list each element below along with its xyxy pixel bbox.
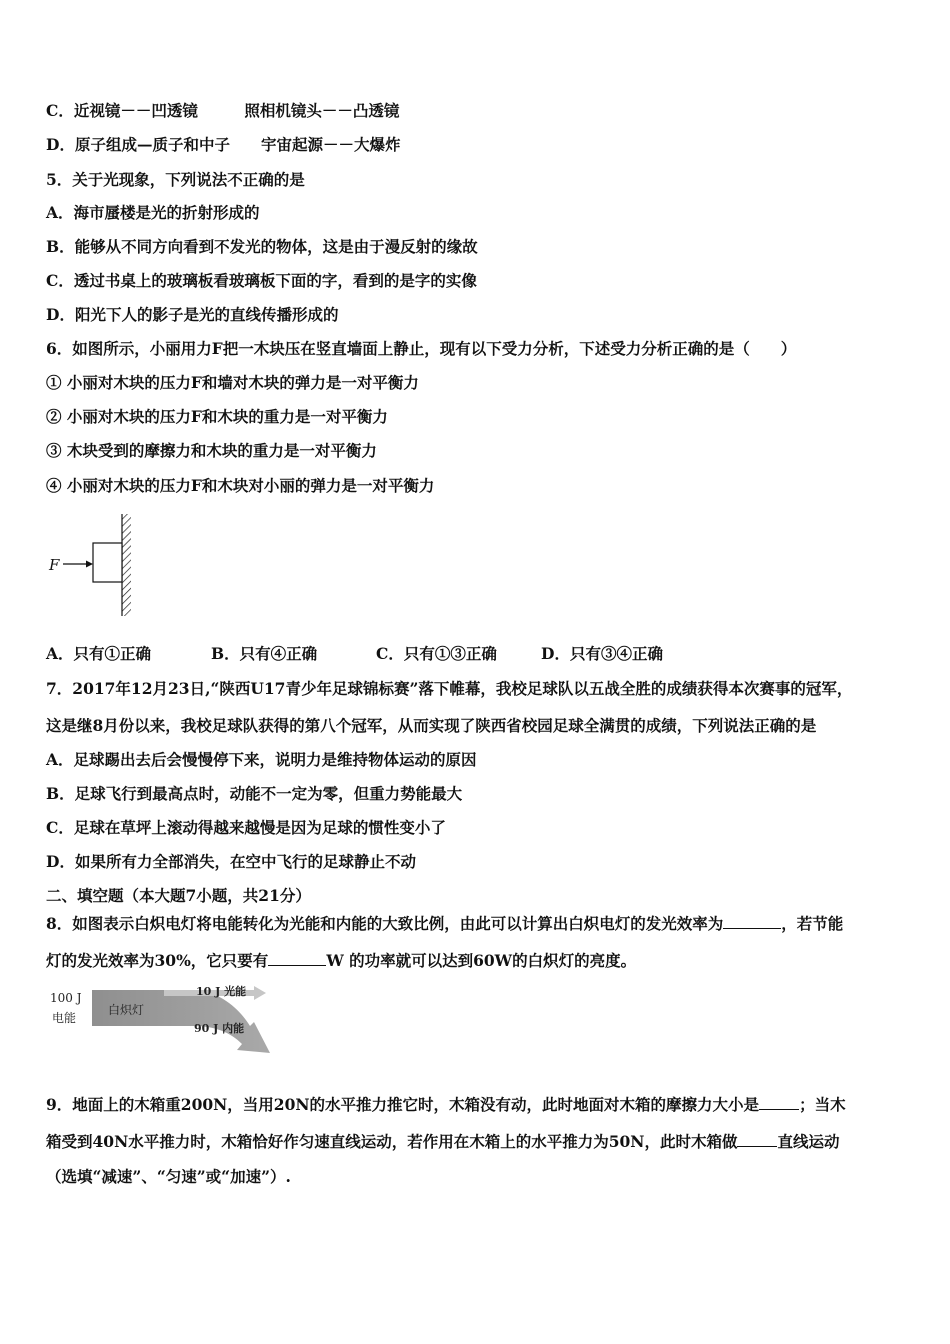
q8-line-2 [46,949,636,971]
q6-options [46,644,663,664]
q6-option-b: B．只有④正确 [211,644,318,663]
q8-blank-1 [723,912,781,929]
fig-lamp-label: 白炽灯 [108,1003,145,1017]
q5-option-d: D．阳光下人的影子是光的直线传播形成的 [46,305,339,324]
q9-line-3: （选填“减速”、“匀速”或“加速”）. [46,1167,291,1186]
q4-option-d: D．原子组成—质子和中子 宇宙起源－－大爆炸 [46,135,401,154]
q8-text-1: 8．如图表示白炽电灯将电能转化为光能和内能的大致比例，由此可以计算出白炽电灯的发光效率为 [46,914,724,933]
q5-option-a: A．海市蜃楼是光的折射形成的 [46,203,260,222]
q8-text-4: W 的功率就可以达到60W的白炽灯的亮度。 [326,951,637,970]
q6-stem: 6．如图所示，小丽用力F把一木块压在竖直墙面上静止，现有以下受力分析，下述受力分析正确的是（ ） [46,339,797,358]
q9-blank-2 [737,1130,777,1147]
wall [122,514,131,616]
q7-option-c: C．足球在草坪上滚动得越来越慢是因为足球的惯性变小了 [46,818,446,837]
q9-text-1: 9．地面上的木箱重200N，当用20N的水平推力推它时，木箱没有动，此时地面对木箱的摩擦力大小是 [46,1095,760,1114]
q9-text-3: 箱受到40N水平推力时，木箱恰好作匀速直线运动，若作用在木箱上的水平推力为50N，此时木箱做 [46,1132,738,1151]
q5-option-b: B．能够从不同方向看到不发光的物体，这是由于漫反射的缘故 [46,237,478,256]
q4-option-c: C．近视镜－－凹透镜 照相机镜头－－凸透镜 [46,101,400,120]
q7-option-a: A．足球踢出去后会慢慢停下来，说明力是维持物体运动的原因 [46,750,477,769]
q6-statement-4: ④ 小丽对木块的压力F和木块对小丽的弹力是一对平衡力 [46,476,435,495]
q9-text-2: ；当木 [799,1095,846,1114]
fig-heat-energy: 90 J 内能 [194,1022,245,1035]
q7-option-b: B．足球飞行到最高点时，动能不一定为零，但重力势能最大 [46,784,463,803]
q8-energy-diagram [44,980,280,1070]
fig-electric-energy: 电能 [52,1011,77,1025]
q6-option-a: A．只有①正确 [46,644,152,663]
q6-force-diagram [44,512,139,618]
arrow-head-icon [86,561,93,568]
q9-line-2 [46,1130,840,1152]
q6-statement-3: ③ 木块受到的摩擦力和木块的重力是一对平衡力 [46,441,377,460]
q5-option-c: C．透过书桌上的玻璃板看玻璃板下面的字，看到的是字的实像 [46,271,477,290]
q8-blank-2 [268,949,326,966]
q5-stem: 5．关于光现象，下列说法不正确的是 [46,170,305,189]
q6-statement-1: ① 小丽对木块的压力F和墙对木块的弹力是一对平衡力 [46,373,419,392]
section-heading: 二、填空题（本大题7小题，共21分） [46,886,311,905]
wood-block [93,543,122,582]
q6-option-d: D．只有③④正确 [541,644,663,663]
q6-statement-2: ② 小丽对木块的压力F和木块的重力是一对平衡力 [46,407,388,426]
q9-text-4: 直线运动 [777,1132,840,1151]
q9-line-1 [46,1093,846,1115]
q7-stem-line-1: 7．2017年12月23日,“陕西U17青少年足球锦标赛”落下帷幕，我校足球队以五战全胜的成绩获得本次赛事的冠军， [46,679,853,698]
force-label: F [49,556,60,574]
q7-stem-line-2: 这是继8月份以来，我校足球队获得的第八个冠军，从而实现了陕西省校园足球全满贯的成绩，下列说法正确的是 [46,716,817,735]
q8-text-3: 灯的发光效率为30%，它只要有 [46,951,269,970]
q7-option-d: D．如果所有力全部消失，在空中飞行的足球静止不动 [46,852,416,871]
q6-option-c: C．只有①③正确 [376,644,497,663]
fig-energy-amount: 100 J [50,991,82,1005]
q9-blank-1 [759,1093,799,1110]
q8-text-2: ，若节能 [781,914,844,933]
fig-light-energy: 10 J 光能 [196,985,247,998]
q8-line-1 [46,912,843,934]
